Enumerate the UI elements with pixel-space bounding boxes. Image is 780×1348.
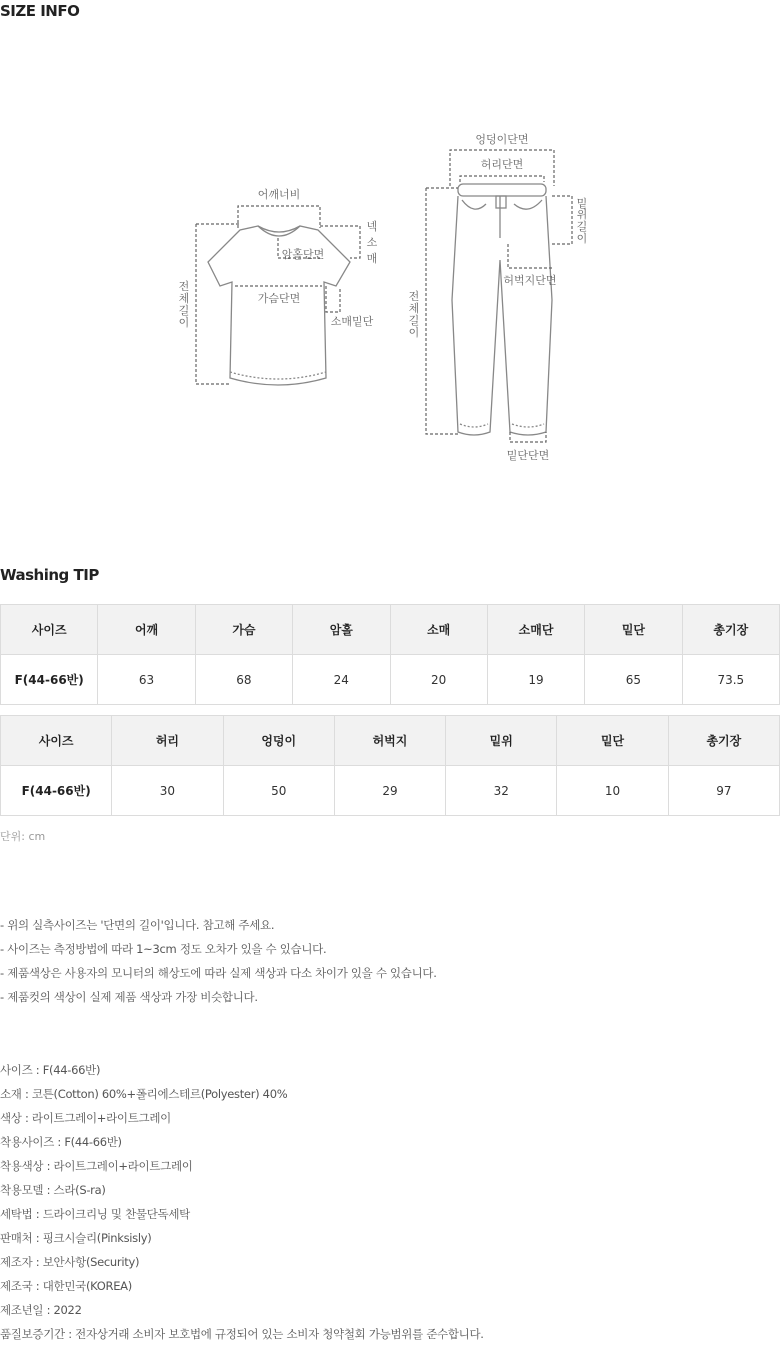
header-cell: 소매 bbox=[390, 605, 487, 655]
shoulder-label: 어깨너비 bbox=[257, 188, 301, 201]
value-cell: 29 bbox=[334, 766, 445, 816]
info-item: 사이즈 : F(44-66반) bbox=[0, 1063, 101, 1077]
header-cell: 엉덩이 bbox=[223, 716, 334, 766]
tshirt-illustration bbox=[208, 226, 350, 385]
washing-tip-title: Washing TIP bbox=[0, 566, 99, 584]
info-item: 색상 : 라이트그레이+라이트그레이 bbox=[0, 1111, 171, 1125]
info-item: 제조년일 : 2022 bbox=[0, 1303, 82, 1317]
sleeve-hem-label: 소매밑단 bbox=[330, 315, 374, 328]
header-cell: 밑위 bbox=[446, 716, 557, 766]
header-cell: 가슴 bbox=[195, 605, 292, 655]
header-cell: 사이즈 bbox=[1, 716, 112, 766]
pants-total-length-label-3: 길 bbox=[408, 314, 420, 327]
info-item: 착용사이즈 : F(44-66반) bbox=[0, 1135, 122, 1149]
value-cell: 30 bbox=[112, 766, 223, 816]
neck-sleeve-label-2: 소 bbox=[366, 236, 378, 249]
value-cell: 97 bbox=[668, 766, 779, 816]
value-cell: 68 bbox=[195, 655, 292, 705]
header-cell: 밑단 bbox=[557, 716, 668, 766]
neck-sleeve-label-1: 넥 bbox=[366, 220, 378, 233]
header-cell: 암홀 bbox=[293, 605, 390, 655]
hem-label: 밑단단면 bbox=[506, 449, 550, 462]
header-cell: 총기장 bbox=[668, 716, 779, 766]
info-item: 소재 : 코튼(Cotton) 60%+폴리에스테르(Polyester) 40% bbox=[0, 1087, 288, 1101]
info-item: 제조국 : 대한민국(KOREA) bbox=[0, 1279, 132, 1293]
info-item: 세탁법 : 드라이크리닝 및 찬물단독세탁 bbox=[0, 1207, 190, 1221]
info-item: 품질보증기간 : 전자상거래 소비자 보호법에 규정되어 있는 소비자 청약철회 가능범위를 준수합니다. bbox=[0, 1327, 484, 1341]
table-header-row bbox=[1, 605, 780, 655]
size-info-title: SIZE INFO bbox=[0, 2, 80, 20]
value-cell: 20 bbox=[390, 655, 487, 705]
header-cell: 어깨 bbox=[98, 605, 195, 655]
header-cell: 허리 bbox=[112, 716, 223, 766]
size-cell: F(44-66반) bbox=[1, 655, 98, 705]
value-cell: 19 bbox=[487, 655, 584, 705]
value-cell: 63 bbox=[98, 655, 195, 705]
note-item: - 위의 실측사이즈는 '단면의 길이'입니다. 참고해 주세요. bbox=[0, 918, 275, 932]
table-header-row bbox=[1, 716, 780, 766]
note-item: - 제품색상은 사용자의 모니터의 해상도에 따라 실제 색상과 다소 차이가 있을 수 있습니다. bbox=[0, 966, 437, 980]
rise-label-2: 위 bbox=[576, 208, 588, 221]
header-cell: 소매단 bbox=[487, 605, 584, 655]
top-total-length-label-3: 길 bbox=[178, 304, 190, 317]
value-cell: 32 bbox=[446, 766, 557, 816]
rise-label-3: 길 bbox=[576, 220, 588, 233]
value-cell: 73.5 bbox=[682, 655, 779, 705]
value-cell: 24 bbox=[293, 655, 390, 705]
product-info-list bbox=[0, 1058, 484, 1346]
info-item: 판매처 : 핑크시슬리(Pinksisly) bbox=[0, 1231, 152, 1245]
info-item: 착용색상 : 라이트그레이+라이트그레이 bbox=[0, 1159, 193, 1173]
rise-label-1: 밑 bbox=[576, 197, 588, 210]
header-cell: 허벅지 bbox=[334, 716, 445, 766]
notes-list bbox=[0, 913, 437, 1009]
info-item: 착용모델 : 스라(S-ra) bbox=[0, 1183, 106, 1197]
header-cell: 밑단 bbox=[585, 605, 682, 655]
table-row bbox=[1, 766, 780, 816]
unit-text: 단위: cm bbox=[0, 830, 46, 843]
neck-sleeve-label-3: 매 bbox=[366, 252, 378, 265]
rise-label-4: 이 bbox=[576, 232, 588, 245]
pants-illustration bbox=[452, 184, 552, 435]
waist-label: 허리단면 bbox=[480, 158, 524, 171]
size-diagram bbox=[0, 0, 780, 520]
info-item: 제조자 : 보안사항(Security) bbox=[0, 1255, 140, 1269]
pants-total-length-label-2: 체 bbox=[408, 302, 420, 315]
table-row bbox=[1, 655, 780, 705]
pants-size-table bbox=[0, 715, 780, 816]
value-cell: 50 bbox=[223, 766, 334, 816]
header-cell: 총기장 bbox=[682, 605, 779, 655]
top-total-length-label-2: 체 bbox=[178, 292, 190, 305]
pants-total-length-label-4: 이 bbox=[408, 326, 420, 339]
value-cell: 65 bbox=[585, 655, 682, 705]
top-total-length-label-1: 전 bbox=[178, 280, 190, 293]
value-cell: 10 bbox=[557, 766, 668, 816]
note-item: - 사이즈는 측정방법에 따라 1~3cm 정도 오차가 있을 수 있습니다. bbox=[0, 942, 327, 956]
hip-label: 엉덩이단면 bbox=[475, 133, 529, 146]
armhole-label: 암홀단면 bbox=[281, 248, 325, 261]
top-size-table bbox=[0, 604, 780, 705]
header-cell: 사이즈 bbox=[1, 605, 98, 655]
pants-measure-lines bbox=[426, 150, 572, 442]
chest-label: 가슴단면 bbox=[257, 292, 301, 305]
thigh-label: 허벅지단면 bbox=[503, 274, 557, 287]
size-cell: F(44-66반) bbox=[1, 766, 112, 816]
note-item: - 제품컷의 색상이 실제 제품 색상과 가장 비슷합니다. bbox=[0, 990, 258, 1004]
pants-total-length-label-1: 전 bbox=[408, 290, 420, 303]
top-total-length-label-4: 이 bbox=[178, 316, 190, 329]
